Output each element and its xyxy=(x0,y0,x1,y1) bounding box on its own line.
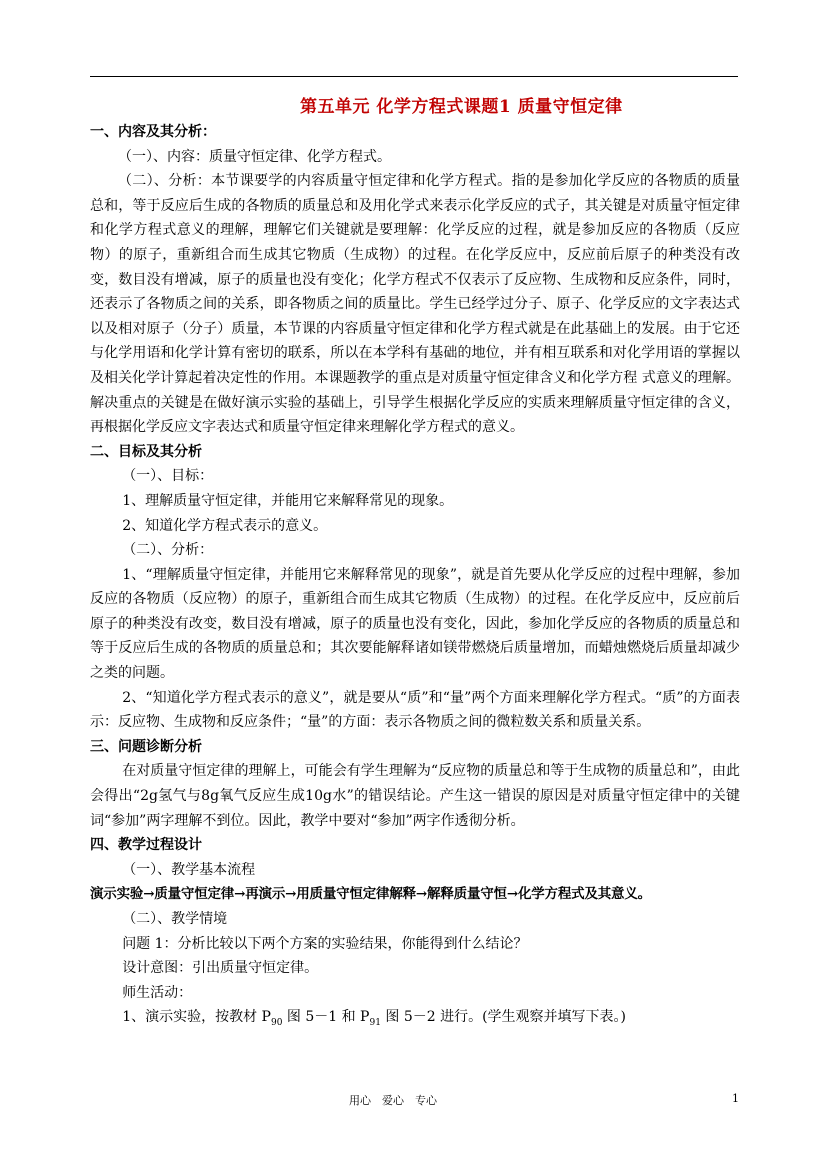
document-title: 第五单元 化学方程式课题1 质量守恒定律 xyxy=(300,97,623,117)
goal-item-1: 1、理解质量守恒定律，并能用它来解释常见的现象。 xyxy=(122,492,454,509)
goal-item-2: 2、知道化学方程式表示的意义。 xyxy=(122,517,328,534)
content-line: （一）、内容：质量守恒定律、化学方程式。 xyxy=(118,148,391,165)
analysis-item-1: 1、“理解质量守恒定律，并能用它来解释常见的现象”，就是首先要从化学反应的过程中理解，参加反应的各物质（反应物）的原子，重新组合而生成其它物质（生成物）的过程。在化学反应中，反应前后原子的种类没有改变，数目没有增减，原子的质量也没有变化，因此，参加化学反应的各物质的质量总和等于反应后生成的各物质的质量总和；其次要能解释诸如镁带燃烧后质量增加，而蜡烛燃烧后质量却减少之类的问题。 xyxy=(90,566,740,682)
scenario-subheading: （二）、教学情境 xyxy=(122,911,228,927)
flow-subheading: （一）、教学基本流程 xyxy=(122,861,256,878)
section-heading-1: 一、内容及其分析： xyxy=(90,124,216,140)
section-heading-3: 三、问题诊断分析 xyxy=(90,738,202,755)
page-ref-90: 90 xyxy=(270,1018,283,1029)
section-heading-2: 二、目标及其分析 xyxy=(90,443,202,460)
analysis-subheading: （二）、分析： xyxy=(122,542,214,559)
section-heading-4: 四、教学过程设计 xyxy=(90,837,202,854)
demo-text-before: 1、演示实验，按教材 P xyxy=(122,1009,271,1026)
teaching-flow-line: 演示实验→质量守恒定律→再演示→用质量守恒定律解释→解释质量守恒→化学方程式及其意义。 xyxy=(90,886,651,903)
diagnosis-paragraph: 在对质量守恒定律的理解上，可能会有学生理解为“反应物的质量总和等于生成物的质量总和”，由此会得出“2g氢气与8g氧气反应生成10g水”的错误结论。产生这一错误的原因是对质量守恒定律中的关键词“参加”两字理解不到位。因此，教学中要对“参加”两字作透彻分析。 xyxy=(90,763,740,829)
analysis-paragraph: （二）、分析：本节课要学的内容质量守恒定律和化学方程式。指的是参加化学反应的各物质的质量总和，等于反应后生成的各物质的质量总和及用化学式来表示化学反应的式子，其关键是对质量守恒定律和化学方程式意义的理解，理解它们关键就是要理解：化学反应的过程，就是参加反应的各物质（反应物）的原子，重新组合而生成其它物质（生成物）的过程。在化学反应中，反应前后原子的种类没有改变，数目没有增减，原子的质量也没有变化；化学方程式不仅表示了反应物、生成物和反应条件，同时，还表示了各物质之间的关系，即各物质之间的质量比。学生已经学过分子、原子、化学反应的文字表达式以及相对原子（分子）质量，本节课的内容质量守恒定律和化学方程式就是在此基础上的发展。由于它还与化学用语和化学计算有密切的联系，所以在本学科有基础的地位，并有相互联系和对化学用语的掌握以及相关化学计算起着决定性的作用。本课题教学的重点是对质量守恒定律含义和化学方程 式意义的理解。解决重点的关键是在做好演示实验的基础上，引导学生根据化学反应的实质来理解质量守恒定律的含义，再根据化学反应文字表达式和质量守恒定律来理解化学方程式的意义。 xyxy=(90,173,740,436)
page-number: 1 xyxy=(732,1092,739,1105)
demo-text-middle: 图 5－1 和 P xyxy=(282,1009,370,1026)
demo-text-after: 图 5－2 进行。(学生观察并填写下表。) xyxy=(380,1009,627,1026)
design-intent: 设计意图：引出质量守恒定律。 xyxy=(122,960,319,977)
analysis-item-2: 2、“知道化学方程式表示的意义”，就是要从“质”和“量”两个方面来理解化学方程式。“质”的方面表示：反应物、生成物和反应条件；“量”的方面：表示各物质之间的微粒数关系和质量关系。 xyxy=(90,689,740,731)
goals-subheading: （一）、目标： xyxy=(122,468,214,485)
question-1: 问题 1：分析比较以下两个方案的实验结果，你能得到什么结论？ xyxy=(122,935,528,952)
activity-label: 师生活动： xyxy=(122,984,193,1001)
header-rule xyxy=(90,76,738,77)
document-body xyxy=(90,120,740,1036)
page-ref-91: 91 xyxy=(369,1018,381,1029)
demo-instruction xyxy=(90,1005,740,1035)
footer-motto: 用心 爱心 专心 xyxy=(349,1094,437,1107)
